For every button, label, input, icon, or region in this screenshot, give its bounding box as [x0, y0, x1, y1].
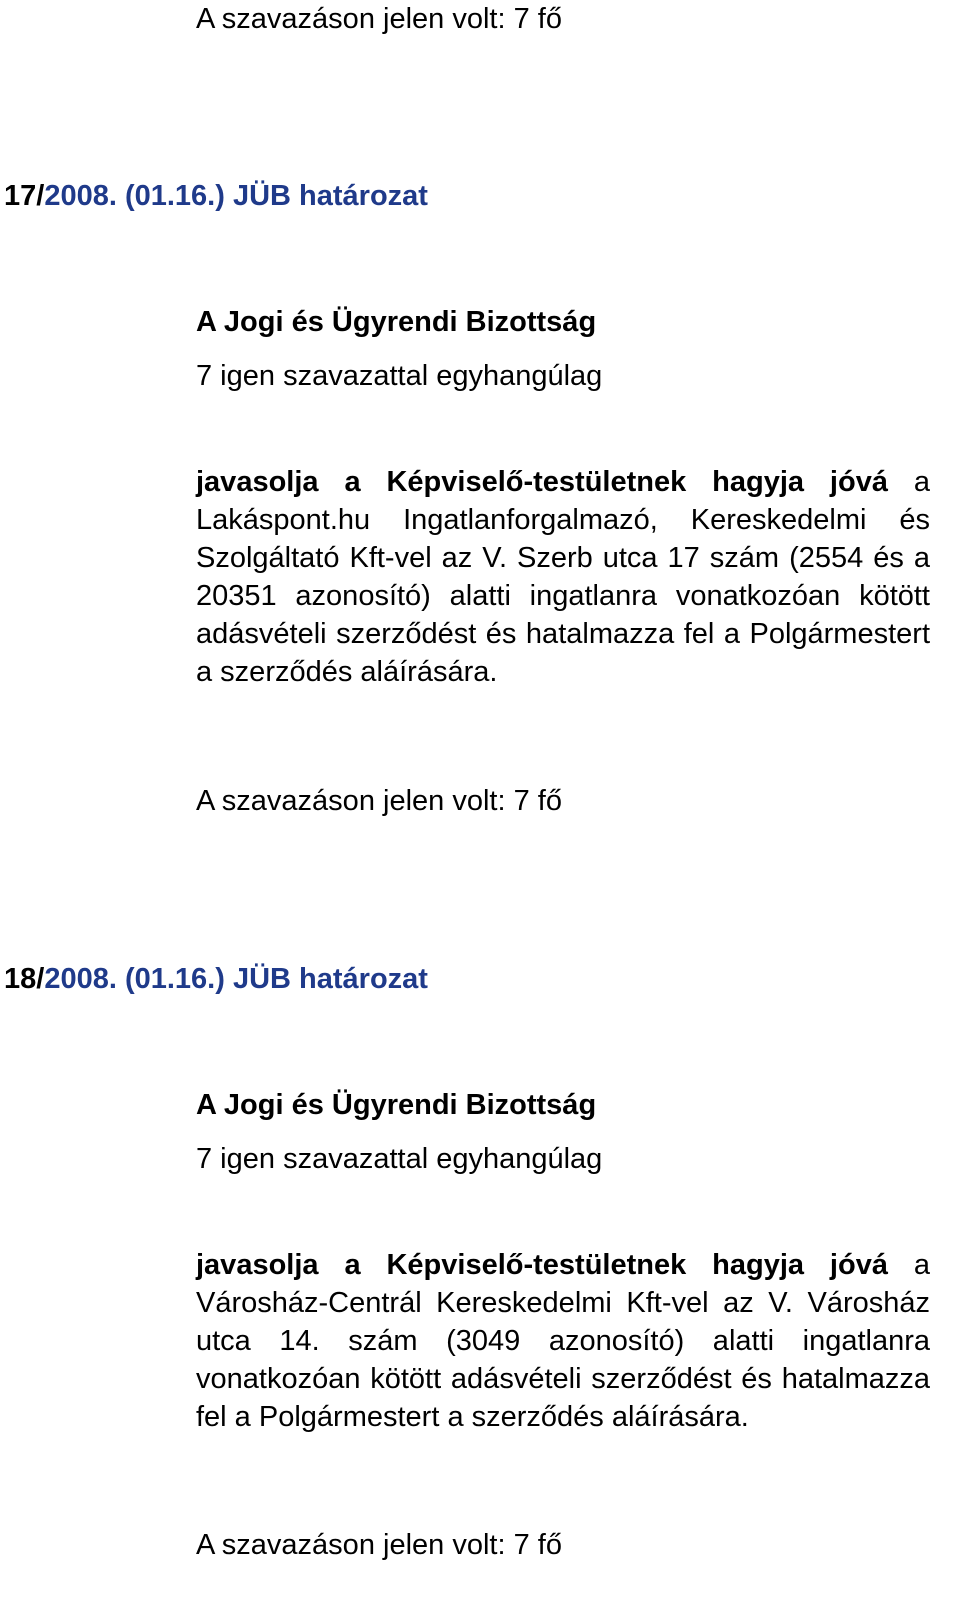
- resolution-lead: javasolja a Képviselő-testületnek hagyja jóvá: [196, 466, 888, 498]
- resolution-lead: javasolja a Képviselő-testületnek hagyja jóvá: [196, 1249, 888, 1281]
- committee-name: A Jogi és Ügyrendi Bizottság: [196, 306, 597, 338]
- resolution-heading: [4, 177, 428, 215]
- vote-result: 7 igen szavazattal egyhangúlag: [196, 1143, 603, 1175]
- attendance-line: A szavazáson jelen volt: 7 fő: [196, 1529, 562, 1561]
- resolution-title: 2008. (01.16.) JÜB határozat: [44, 180, 428, 212]
- attendance-line: A szavazáson jelen volt: 7 fő: [196, 3, 562, 35]
- resolution-text: [196, 463, 930, 691]
- resolution-heading: [4, 960, 428, 998]
- resolution-body: a Lakáspont.hu Ingatlanforgalmazó, Kereskedelmi és Szolgáltató Kft-vel az V. Szerb utca 17 szám (2554 és a 20351 azonosító) alatti ingatlanra vonatkozóan kötött adásvételi szerződést és hatalmazza fel a Polgármestert a szerződés aláírására.: [196, 466, 930, 688]
- attendance-line: A szavazáson jelen volt: 7 fő: [196, 785, 562, 817]
- committee-name: A Jogi és Ügyrendi Bizottság: [196, 1089, 597, 1121]
- resolution-number: 18/: [4, 963, 45, 995]
- resolution-number: 17/: [4, 180, 45, 212]
- resolution-title: 2008. (01.16.) JÜB határozat: [44, 963, 428, 995]
- resolution-text: [196, 1246, 930, 1436]
- vote-result: 7 igen szavazattal egyhangúlag: [196, 360, 603, 392]
- resolution-body: a Városház-Centrál Kereskedelmi Kft-vel az V. Városház utca 14. szám (3049 azonosító) alatti ingatlanra vonatkozóan kötött adásvételi szerződést és hatalmazza fel a Polgármestert a szerződés aláírására.: [196, 1249, 930, 1433]
